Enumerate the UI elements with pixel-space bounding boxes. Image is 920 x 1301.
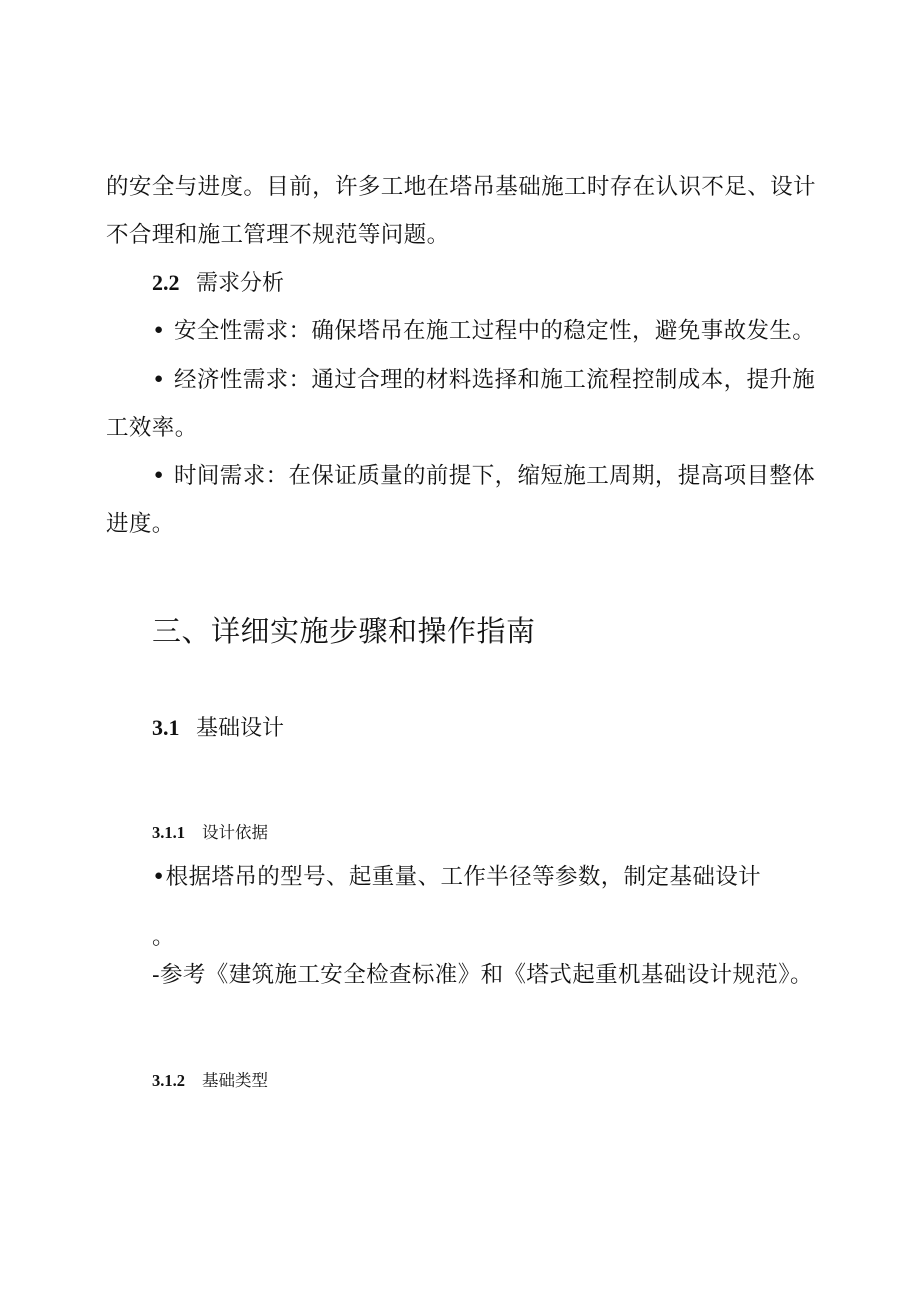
bullet-text: 经济性需求：通过合理的材料选择和施工流程控制成本，提升施: [174, 367, 816, 393]
bullet-item-economy: [152, 365, 815, 395]
basis-text-line-2: 。: [152, 924, 175, 950]
bullet-text: 安全性需求：确保塔吊在施工过程中的稳定性，避免事故发生。: [174, 318, 816, 344]
intro-text-line-1: 的安全与进度。目前，许多工地在塔吊基础施工时存在认识不足、设计: [106, 174, 816, 200]
bullet-marker: •: [152, 367, 166, 393]
chapter-heading-3: 三、详细实施步骤和操作指南: [152, 614, 536, 648]
intro-text-line-2: 不合理和施工管理不规范等问题。: [106, 222, 450, 248]
section-number: 2.2: [152, 270, 180, 295]
subsection-heading-3-1-2: [152, 1070, 268, 1092]
bullet-item-economy-continued: 工效率。: [106, 415, 198, 441]
section-title: 基础设计: [196, 716, 285, 741]
bullet-text: 时间需求：在保证质量的前提下，缩短施工周期，提高项目整体: [174, 463, 816, 489]
subsection-number: 3.1.1: [152, 823, 185, 842]
bullet-marker: •: [152, 318, 166, 344]
subsection-number: 3.1.2: [152, 1071, 185, 1090]
subsection-title: 设计依据: [202, 823, 268, 842]
bullet-marker: •: [152, 463, 166, 489]
bullet-item-safety: [152, 316, 815, 346]
bullet-item-time: [152, 461, 815, 491]
section-number: 3.1: [152, 715, 180, 740]
section-title: 需求分析: [196, 271, 285, 296]
basis-text-line-3: -参考《建筑施工安全检查标准》和《塔式起重机基础设计规范》。: [152, 962, 813, 988]
subsection-title: 基础类型: [202, 1071, 268, 1090]
section-heading-2-2: [152, 268, 284, 299]
basis-text-line-1: •根据塔吊的型号、起重量、工作半径等参数，制定基础设计: [152, 864, 762, 890]
section-heading-3-1: [152, 713, 284, 744]
bullet-item-time-continued: 进度。: [106, 511, 175, 537]
subsection-heading-3-1-1: [152, 822, 268, 844]
